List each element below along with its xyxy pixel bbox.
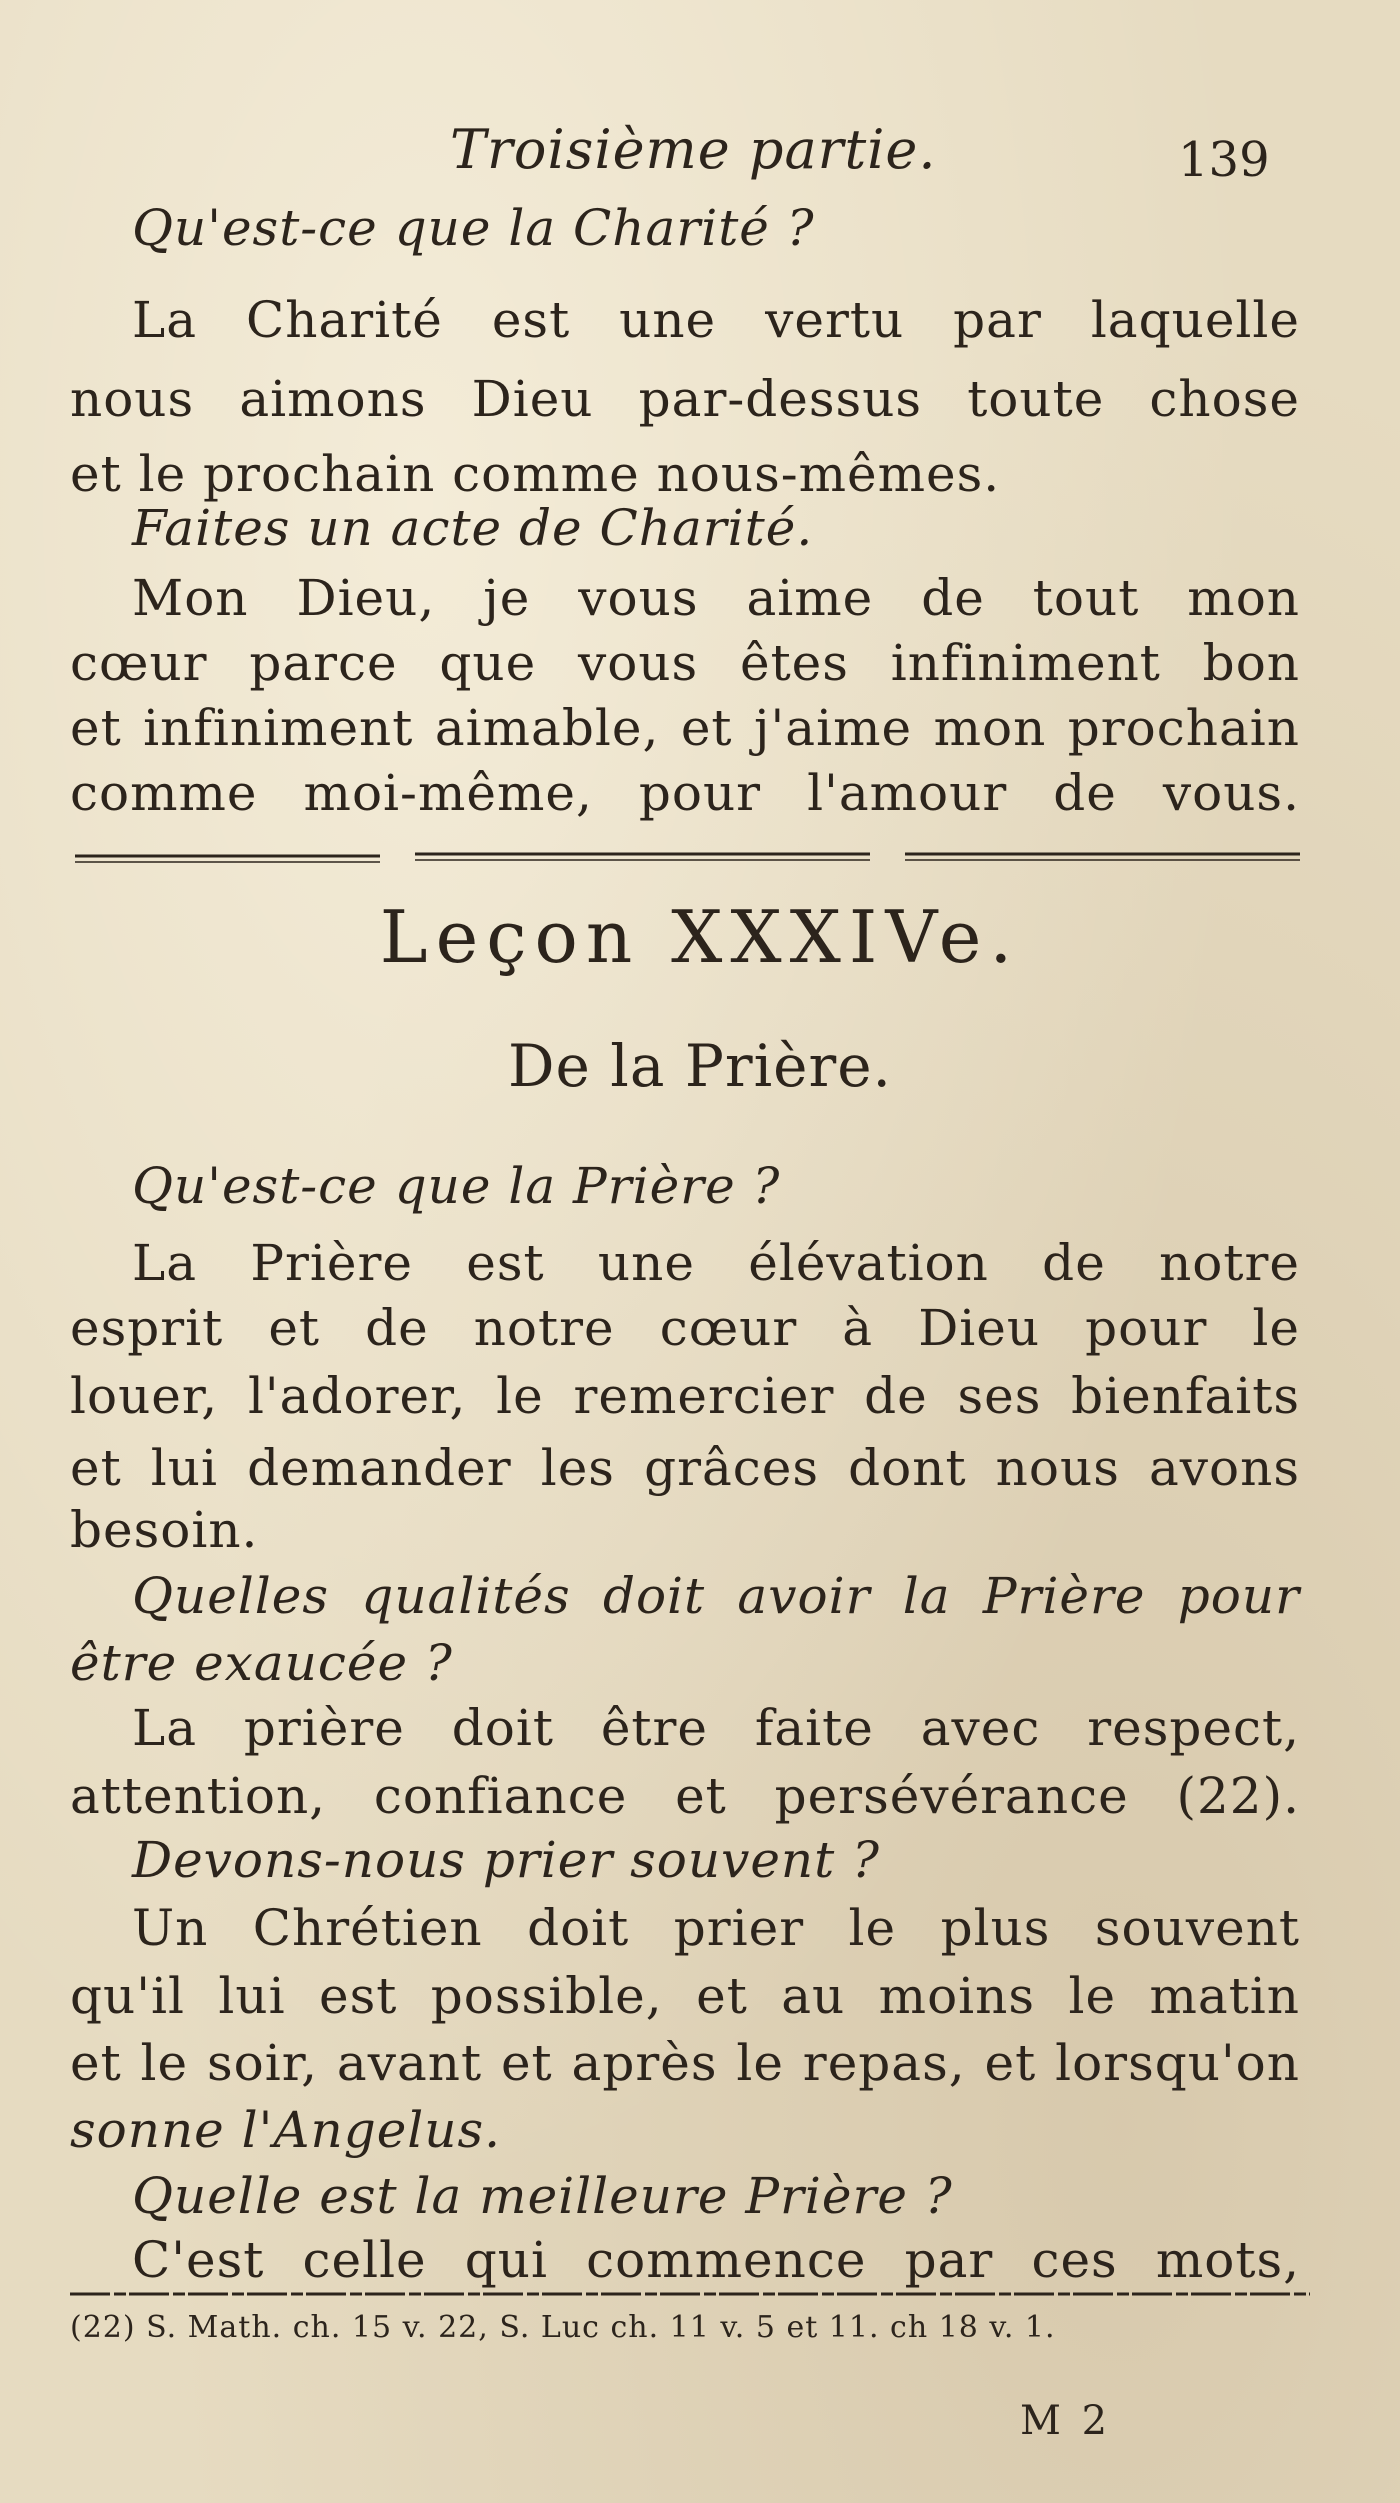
signature-mark: M 2 [1020, 2398, 1112, 2444]
question-qualities: Quelles qualités doit avoir la Prière pour [132, 1567, 1300, 1625]
footnote-rule [70, 2290, 1320, 2300]
page-number: 139 [1178, 132, 1270, 188]
text-line: louer, l'adorer, le remercier de ses bienfaits [70, 1367, 1300, 1425]
instruction-charity: Faites un acte de Charité. [132, 499, 814, 557]
text-line: attention, confiance et persévérance (22). [70, 1767, 1300, 1825]
text-line: La Charité est une vertu par laquelle [132, 291, 1300, 349]
text-line: C'est celle qui commence par ces mots, [132, 2231, 1300, 2289]
question-charity: Qu'est-ce que la Charité ? [132, 199, 815, 257]
text-line: qu'il lui est possible, et au moins le matin [70, 1967, 1300, 2025]
text-line: La prière doit être faite avec respect, [132, 1699, 1300, 1757]
text-line: nous aimons Dieu par-dessus toute chose [70, 370, 1300, 428]
footnote: (22) S. Math. ch. 15 v. 22, S. Luc ch. 11 v. 5 et 11. ch 18 v. 1. [70, 2310, 1056, 2345]
text-line: comme moi-même, pour l'amour de vous. [70, 764, 1300, 822]
text-line: Mon Dieu, je vous aime de tout mon [132, 569, 1300, 627]
text-line: et infiniment aimable, et j'aime mon prochain [70, 699, 1300, 757]
question-often: Devons-nous prier souvent ? [132, 1831, 880, 1889]
ornamental-rule [70, 842, 1310, 870]
text-line: et le soir, avant et après le repas, et lorsqu'on [70, 2034, 1300, 2092]
text-line: et le prochain comme nous-mêmes. [70, 445, 1001, 503]
lesson-subtitle: De la Prière. [508, 1032, 892, 1100]
text-line: sonne l'Angelus. [70, 2101, 502, 2159]
lesson-title: Leçon XXXIVe. [379, 895, 1021, 979]
text-line: La Prière est une élévation de notre [132, 1234, 1300, 1292]
running-header: Troisième partie. [450, 118, 937, 181]
text-line: cœur parce que vous êtes infiniment bon [70, 634, 1300, 692]
text-line: esprit et de notre cœur à Dieu pour le [70, 1299, 1300, 1357]
text-line: besoin. [70, 1501, 259, 1559]
text-line: et lui demander les grâces dont nous avons [70, 1439, 1300, 1497]
text-line: Un Chrétien doit prier le plus souvent [132, 1899, 1300, 1957]
question-best-prayer: Quelle est la meilleure Prière ? [132, 2167, 953, 2225]
question-prayer: Qu'est-ce que la Prière ? [132, 1157, 781, 1215]
question-qualities-cont: être exaucée ? [70, 1634, 453, 1692]
